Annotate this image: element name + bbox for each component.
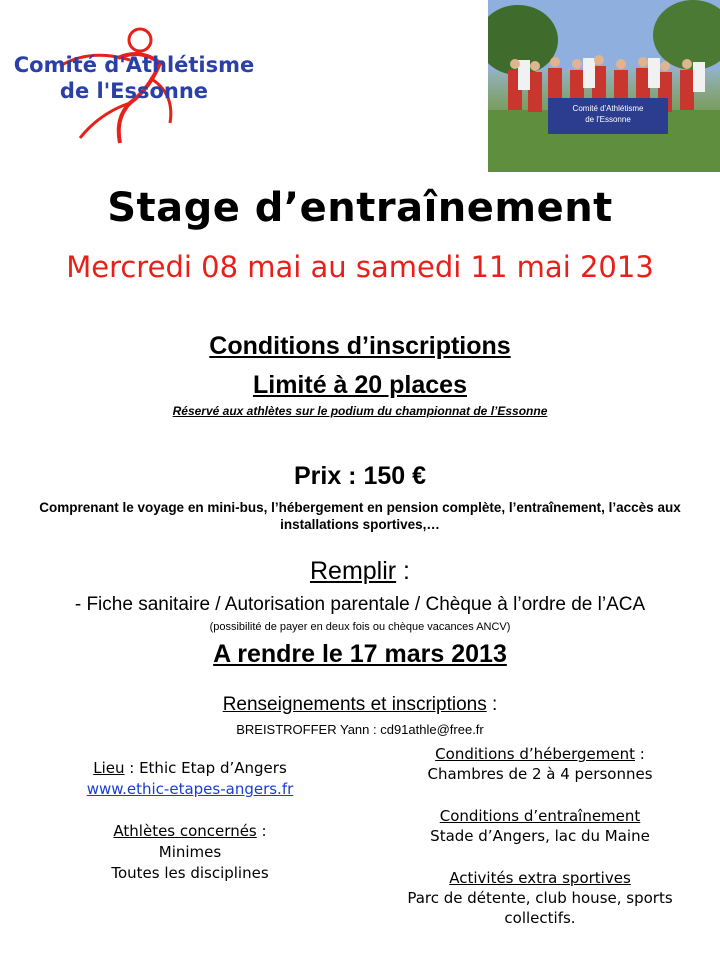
group-photo-people-icon <box>488 0 720 172</box>
hebergement-label: Conditions d’hébergement <box>435 745 635 763</box>
athletes-disciplines: Toutes les disciplines <box>111 864 269 882</box>
athletes-category: Minimes <box>158 843 222 861</box>
lieu-line <box>40 758 340 779</box>
activites-value: Parc de détente, club house, sports collectifs. <box>407 889 673 927</box>
documents-list: - Fiche sanitaire / Autorisation parentale / Chèque à l’ordre de l’ACA <box>74 594 646 615</box>
stage-dates: Mercredi 08 mai au samedi 11 mai 2013 <box>66 250 654 284</box>
banner-line-1: Comité d'Athlétisme <box>572 104 644 113</box>
lieu-label: Lieu <box>93 759 125 777</box>
deadline: A rendre le 17 mars 2013 <box>213 640 507 668</box>
page-title: Stage d’entraînement <box>107 185 613 231</box>
activites-label: Activités extra sportives <box>449 869 631 887</box>
athletes-line <box>40 821 340 842</box>
price: Prix : 150 € <box>293 462 427 490</box>
remplir-suffix: : <box>396 557 411 585</box>
renseignements-suffix: : <box>486 694 498 715</box>
hebergement-value: Chambres de 2 à 4 personnes <box>427 765 653 783</box>
renseignements-heading <box>0 694 720 716</box>
right-column <box>385 744 695 928</box>
conditions-heading: Conditions d’inscriptions <box>209 332 511 360</box>
hebergement-line <box>385 744 695 764</box>
places-limit: Limité à 20 places <box>252 371 467 399</box>
athletes-label: Athlètes concernés <box>113 822 257 840</box>
remplir-heading <box>0 557 720 586</box>
lieu-value: : Ethic Etap d’Angers <box>124 759 287 777</box>
logo-line-1: Comité d'Athlétisme <box>13 53 255 77</box>
logo <box>0 18 280 148</box>
renseignements-label: Renseignements et inscriptions <box>222 694 487 715</box>
payment-note: (possibilité de payer en deux fois ou chèque vacances ANCV) <box>209 621 511 633</box>
contact-info: BREISTROFFER Yann : cd91athle@free.fr <box>236 722 484 737</box>
logo-line-2: de l'Essonne <box>59 79 209 103</box>
remplir-label: Remplir <box>309 557 397 585</box>
hebergement-suffix: : <box>635 745 645 763</box>
athletes-suffix: : <box>256 822 267 840</box>
banner-line-2: de l'Essonne <box>585 115 631 124</box>
website-link[interactable]: www.ethic-etapes-angers.fr <box>86 780 294 798</box>
entrainement-value: Stade d’Angers, lac du Maine <box>430 827 650 845</box>
left-column <box>40 758 340 884</box>
eligibility-note: Réservé aux athlètes sur le podium du championnat de l’Essonne <box>172 404 548 418</box>
price-description: Comprenant le voyage en mini-bus, l’hébergement en pension complète, l’entraînement, l’accès aux installations sportives,… <box>39 500 681 532</box>
entrainement-label: Conditions d’entraînement <box>439 807 641 825</box>
group-photo <box>488 0 720 172</box>
